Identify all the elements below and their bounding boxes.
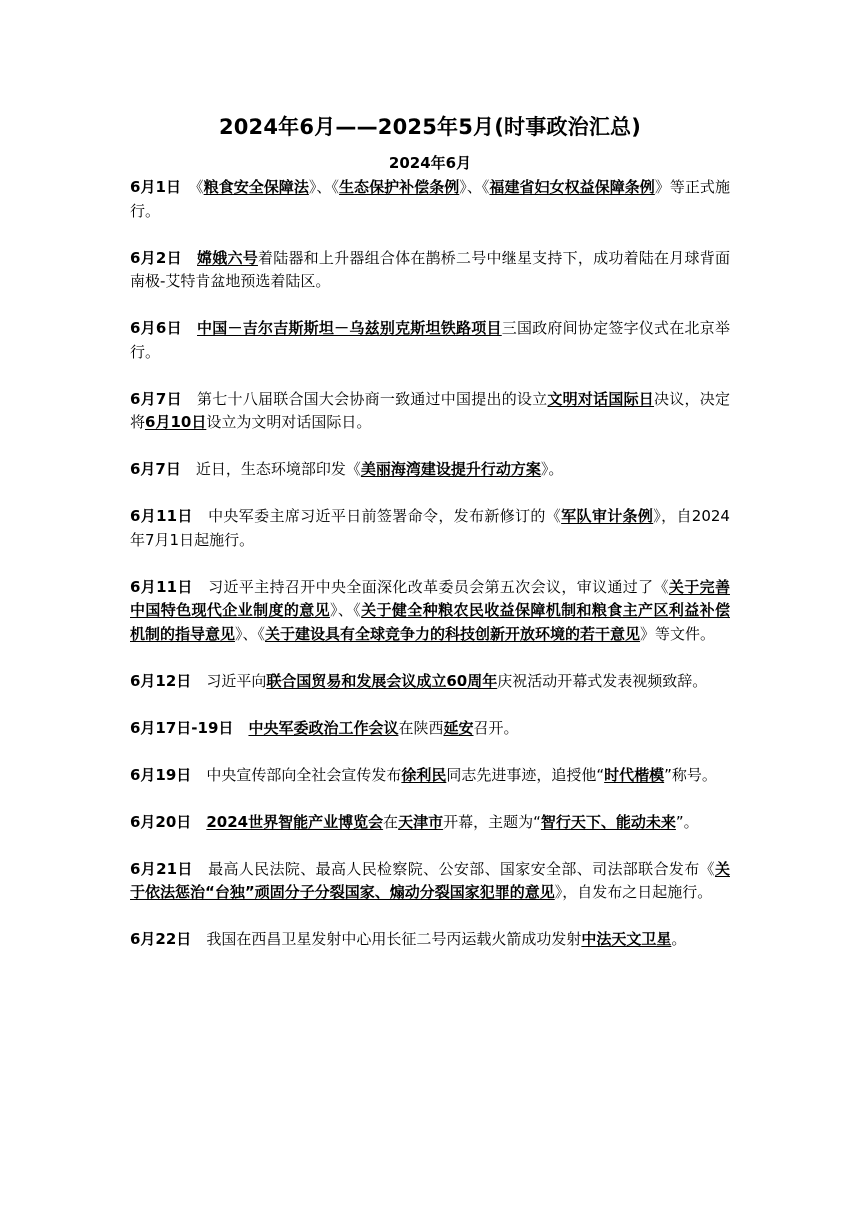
document-title: 2024年6月——2025年5月(时事政治汇总) — [218, 115, 642, 139]
key-term: 美丽海湾建设提升行动方案 — [360, 460, 541, 478]
event-text: 召开。 — [473, 718, 519, 737]
key-term: 关于完善中国特色现代企业制度的意见 — [130, 577, 730, 619]
event-text: 中央军委主席习近平日前签署命令，发布新修订的《 — [208, 507, 562, 525]
event-date: 6月20日 — [130, 812, 192, 831]
event-date: 6月22日 — [130, 930, 192, 948]
key-term: 关于健全种粮农民收益保障机制和粮食主产区利益补偿机制的指导意见 — [130, 601, 730, 643]
event-text: 》、《 — [330, 601, 362, 619]
event-text: 》、《 — [235, 624, 266, 643]
event-text: 近日，生态环境部印发《 — [195, 460, 361, 478]
event-date: 6月12日 — [130, 671, 192, 690]
event-date: 6月11日 — [130, 577, 193, 596]
event-text: 着陆器和上升器组合体在鹊桥二号中继星支持下，成功着陆在月球背面南极-艾特肯盆地预选着陆区。 — [130, 248, 730, 290]
key-term: 智行天下、能动未来 — [540, 812, 676, 831]
event-text: 《 — [196, 178, 204, 196]
key-term: 联合国贸易和发展会议成立60周年 — [266, 671, 498, 690]
month-heading: 2024年6月 — [388, 154, 472, 172]
key-term: 军队审计条例 — [561, 507, 654, 525]
event-text: 》、《 — [308, 178, 339, 196]
event-entry — [130, 928, 730, 952]
event-entry — [130, 317, 730, 364]
event-entry — [130, 858, 730, 905]
event-text: 》。 — [540, 460, 564, 478]
event-date: 6月17日-19日 — [130, 718, 234, 737]
event-entry — [130, 576, 730, 647]
event-date: 6月1日 — [130, 178, 182, 196]
key-term: 天津市 — [398, 812, 444, 831]
event-text: 第七十八届联合国大会协商一致通过中国提出的设立 — [197, 389, 548, 408]
event-text: 开幕，主题为“ — [443, 812, 541, 831]
key-term: 中国－吉尔吉斯斯坦－乌兹别克斯坦铁路项目 — [197, 319, 502, 337]
key-term: 关于依法惩治“台独”顽固分子分裂国家、煽动分裂国家犯罪的意见 — [130, 859, 730, 901]
key-term: 时代楷模 — [604, 765, 665, 784]
event-date: 6月7日 — [130, 460, 181, 478]
key-term: 关于建设具有全球竞争力的科技创新开放环境的若干意见 — [265, 624, 641, 643]
event-text: 》，自发布之日起施行。 — [554, 883, 713, 901]
event-text: 》等正式施行。 — [130, 178, 730, 220]
event-text: 。 — [671, 930, 687, 948]
event-text: 》、《 — [459, 178, 490, 196]
event-text: 在陕西 — [398, 718, 444, 737]
event-entry — [130, 505, 730, 552]
event-text: 在 — [383, 812, 399, 831]
key-term: 粮食安全保障法 — [203, 178, 309, 196]
event-date: 6月21日 — [130, 859, 193, 878]
event-text: 习近平向 — [206, 671, 267, 690]
event-list — [130, 176, 730, 975]
event-text: 中央宣传部向全社会宣传发布 — [206, 765, 402, 784]
event-text: 我国在西昌卫星发射中心用长征二号丙运载火箭成功发射 — [206, 930, 582, 948]
event-entry — [130, 811, 730, 835]
key-term: 福建省妇女权益保障条例 — [489, 178, 655, 196]
event-text: ”。 — [675, 812, 699, 831]
event-text: 》等文件。 — [640, 624, 716, 643]
event-entry — [130, 176, 730, 223]
event-entry — [130, 388, 730, 435]
key-term: 6月10日 — [145, 413, 207, 431]
event-entry — [130, 764, 730, 788]
key-term: 中央军委政治工作会议 — [248, 718, 399, 737]
event-text: 三国政府间协定签字仪式在北京举行。 — [130, 319, 730, 361]
event-entry — [130, 247, 730, 294]
key-term: 嫦娥六号 — [197, 248, 258, 267]
event-text: 庆祝活动开幕式发表视频致辞。 — [497, 671, 708, 690]
event-text: 决议，决定将 — [130, 389, 730, 431]
event-text: 习近平主持召开中央全面深化改革委员会第五次会议，审议通过了《 — [208, 577, 669, 596]
event-date: 6月2日 — [130, 248, 182, 267]
key-term: 延安 — [443, 718, 474, 737]
event-entry — [130, 717, 730, 741]
event-text: 》，自2024年7月1日起施行。 — [130, 507, 730, 549]
key-term: 文明对话国际日 — [547, 389, 655, 408]
event-text: 最高人民法院、最高人民检察院、公安部、国家安全部、司法部联合发布《 — [208, 859, 715, 878]
key-term: 生态保护补偿条例 — [339, 178, 460, 196]
event-text: ”称号。 — [664, 765, 717, 784]
event-date: 6月7日 — [130, 389, 182, 408]
event-date: 6月11日 — [130, 507, 193, 525]
event-entry — [130, 458, 730, 482]
event-text: 设立为文明对话国际日。 — [206, 413, 372, 431]
event-text: 同志先进事迹，追授他“ — [446, 765, 605, 784]
event-entry — [130, 670, 730, 694]
key-term: 徐利民 — [401, 765, 447, 784]
event-date: 6月6日 — [130, 319, 182, 337]
event-date: 6月19日 — [130, 765, 192, 784]
key-term: 2024世界智能产业博览会 — [206, 812, 384, 831]
key-term: 中法天文卫星 — [581, 930, 672, 948]
